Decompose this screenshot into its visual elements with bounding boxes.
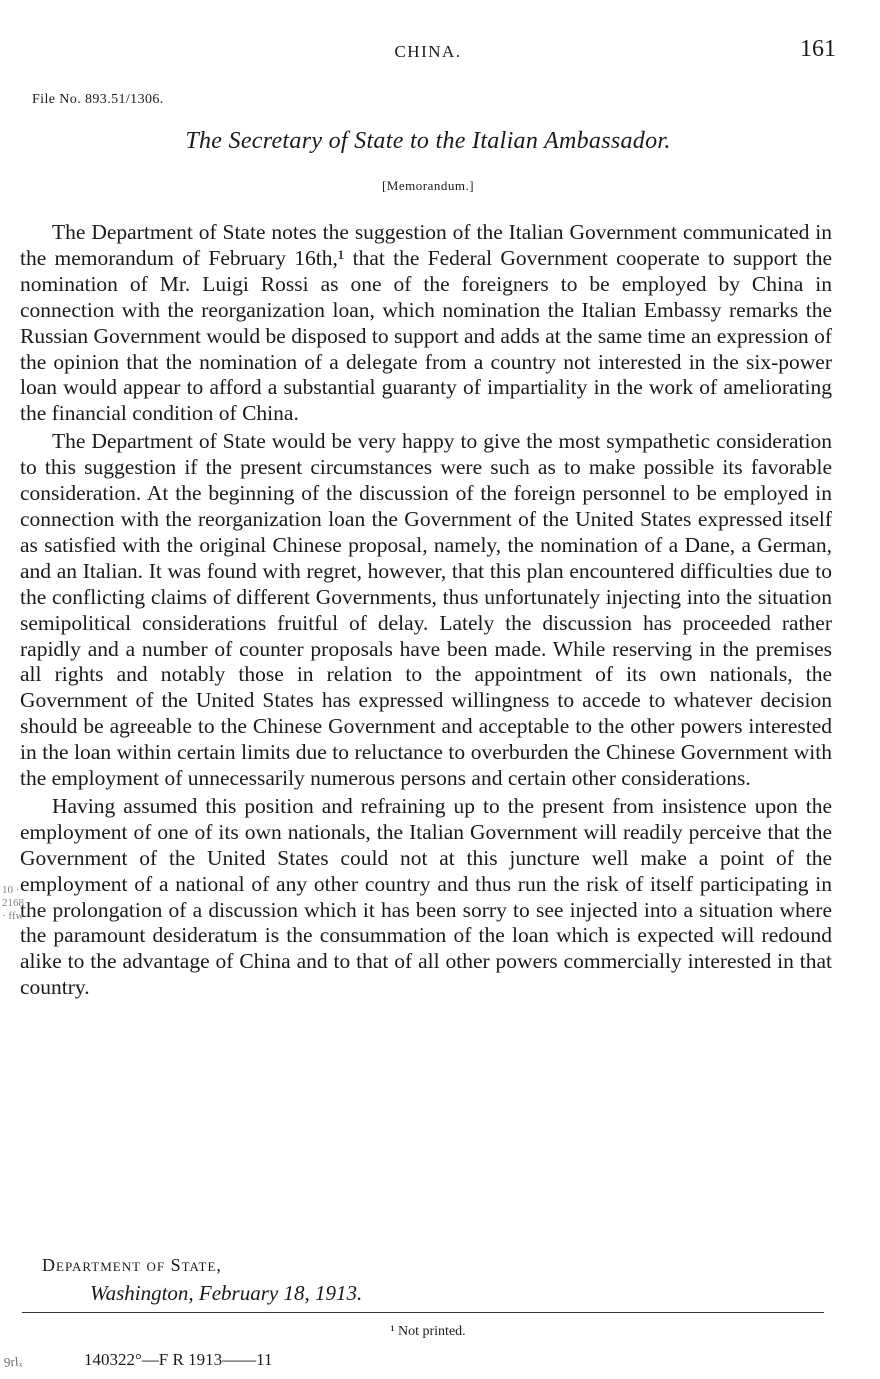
page-number: 161 xyxy=(800,36,836,62)
memorandum-label: [Memorandum.] xyxy=(381,178,475,193)
signature-place-date: Washington, February 18, 1913. xyxy=(90,1281,363,1305)
memorandum-body xyxy=(20,220,832,1003)
signature-block xyxy=(42,1252,362,1308)
signature-department: Department of State, xyxy=(42,1255,222,1275)
running-title: CHINA. xyxy=(394,42,462,61)
footnote: ¹ Not printed. xyxy=(390,1324,466,1339)
paragraph-1: The Department of State notes the suggestion of the Italian Government communicated in the memorandum of February 16th,¹ that the Federal Government cooperate to support the nomination of Mr. Luigi Rossi as one of the foreigners to be employed by China in connection with the reorganization loan, which nomination the Italian Embassy remarks the Russian Government would be disposed to support and adds at the same time an expression of the opinion that the nomination of a delegate from a country not interested in the six-power loan would appear to afford a substantial guaranty of impartiality in the work of ameliorating the financial condition of China. xyxy=(20,220,832,426)
running-head xyxy=(20,36,836,66)
paragraph-2: The Department of State would be very happy to give the most sympathetic consideration to this suggestion if the present circumstances were such as to make possible its favorable consideration. At the beginning of the discussion of the foreign personnel to be employed in connection with the reorganization loan the Government of the United States expressed itself as satisfied with the original Chinese proposal, namely, the nomination of a Dane, a German, and an Italian. It was found with regret, however, that this plan encountered difficulties due to the conflicting claims of different Governments, thus unfortunately injecting into the situation semipolitical considerations fruitful of delay. Lately the discussion has proceeded rather rapidly and a number of counter proposals have been made. While reserving in the premises all rights and notably those in relation to the appointment of its own nationals, the Government of the United States has expressed willingness to accede to whatever decision should be agreeable to the Chinese Government and acceptable to the other powers interested in the loan within certain limits due to reluctance to overburden the Chinese Government with the employment of unnecessarily numerous persons and certain other considerations. xyxy=(20,429,832,791)
marginal-stamp: 10 · 2168 · ffw xyxy=(2,884,24,922)
paragraph-3: Having assumed this position and refraining up to the present from insistence upon the employment of one of its own nationals, the Italian Government will readily perceive that the Government of the United States could not at this juncture well make a point of the employment of a national of any other country and thus run the risk of itself participating in the prolongation of a discussion which it has been sorry to see injected into a situation where the paramount desideratum is the consummation of the loan which is expected will redound alike to the advantage of China and to that of all other powers commercially interested in that country. xyxy=(20,793,832,1000)
file-number: File No. 893.51/1306. xyxy=(32,92,164,107)
printer-imprint: 140322°—F R 1913——11 xyxy=(84,1350,273,1369)
corner-mark: 9rlₓ xyxy=(3,1353,23,1370)
footnote-rule xyxy=(22,1312,824,1313)
document-title: The Secretary of State to the Italian Ambassador. xyxy=(185,128,671,154)
